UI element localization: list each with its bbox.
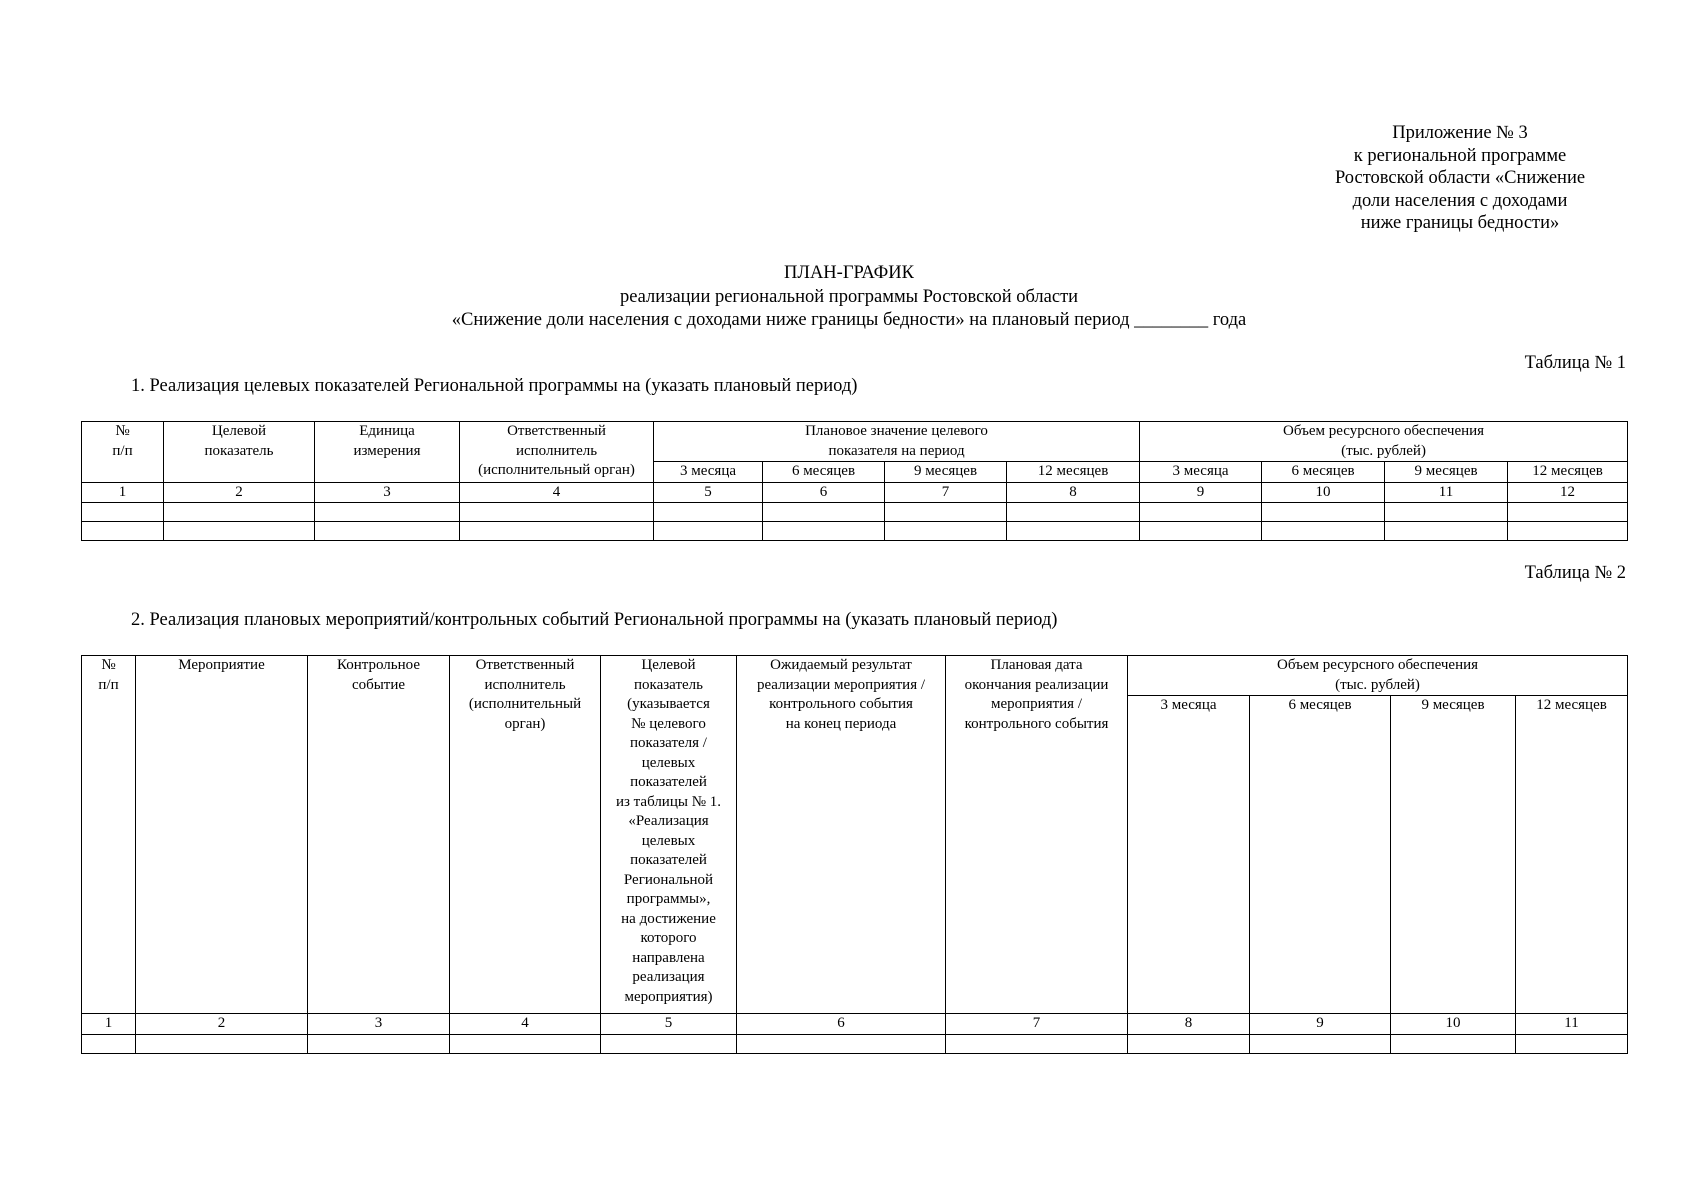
- header-text: программы»,: [626, 891, 711, 907]
- empty-cell[interactable]: [450, 1034, 601, 1053]
- header-event: [136, 656, 308, 1014]
- period-header: 12 месяцев: [1508, 462, 1628, 483]
- period-header: 3 месяца: [1128, 696, 1250, 1014]
- empty-cell[interactable]: [1140, 522, 1262, 541]
- empty-cell[interactable]: [654, 522, 763, 541]
- column-number: 1: [82, 482, 164, 503]
- header-text: на достижение: [621, 910, 716, 927]
- empty-cell[interactable]: [763, 522, 885, 541]
- header-resources: [1140, 422, 1628, 462]
- header-resources: [1128, 656, 1628, 696]
- period-header: 6 месяцев: [1250, 696, 1391, 1014]
- column-number: 8: [1007, 482, 1140, 503]
- header-text: Мероприятие: [178, 657, 265, 673]
- empty-cell[interactable]: [1385, 503, 1508, 522]
- header-unit: [315, 422, 460, 483]
- header-text: целевых: [641, 754, 696, 771]
- header-text: показателя /: [630, 735, 707, 751]
- empty-cell[interactable]: [654, 503, 763, 522]
- header-indicator: [164, 422, 315, 483]
- header-text: Ответственный: [475, 657, 575, 673]
- column-number: 9: [1250, 1014, 1391, 1035]
- header-text: целевых: [641, 832, 696, 849]
- header-plan-value: [654, 422, 1140, 462]
- header-text: мероприятия): [624, 988, 713, 1005]
- period-header: 3 месяца: [654, 462, 763, 483]
- header-control-event: [308, 656, 450, 1014]
- empty-cell[interactable]: [136, 1034, 308, 1053]
- header-text: из таблицы № 1.: [615, 793, 722, 810]
- column-number: 2: [164, 482, 315, 503]
- empty-cell[interactable]: [1508, 522, 1628, 541]
- header-text: показатель: [634, 676, 703, 693]
- empty-cell[interactable]: [1508, 503, 1628, 522]
- header-text: исполнитель: [515, 442, 598, 459]
- header-text: № целевого: [631, 715, 706, 732]
- header-text: измерения: [353, 442, 421, 459]
- header-executor: [460, 422, 654, 483]
- column-number: 8: [1128, 1014, 1250, 1035]
- empty-cell[interactable]: [164, 503, 315, 522]
- period-header: 6 месяцев: [1262, 462, 1385, 483]
- column-number: 7: [885, 482, 1007, 503]
- column-number: 4: [460, 482, 654, 503]
- column-number: 10: [1262, 482, 1385, 503]
- header-text: №: [115, 423, 130, 439]
- column-number: 5: [654, 482, 763, 503]
- header-text: (исполнительный: [468, 696, 582, 712]
- column-number: 3: [315, 482, 460, 503]
- column-number: 4: [450, 1014, 601, 1035]
- empty-cell[interactable]: [315, 522, 460, 541]
- empty-cell[interactable]: [737, 1034, 946, 1053]
- column-number: 11: [1385, 482, 1508, 503]
- appendix-line: Приложение № 3: [1392, 123, 1528, 143]
- period-header: 12 месяцев: [1007, 462, 1140, 483]
- header-text: на конец периода: [785, 715, 897, 732]
- column-number-row: [82, 482, 1628, 503]
- header-text: Объем ресурсного обеспечения: [1277, 657, 1479, 673]
- header-text: показателя на период: [828, 442, 965, 459]
- header-text: орган): [504, 715, 546, 732]
- empty-cell[interactable]: [1250, 1034, 1391, 1053]
- header-text: Региональной: [623, 871, 714, 888]
- header-text: (исполнительный орган): [478, 462, 635, 478]
- table1-heading: 1. Реализация целевых показателей Региональной программы на (указать плановый период): [131, 376, 858, 396]
- events-table: [81, 655, 1628, 1054]
- header-text: п/п: [112, 442, 133, 459]
- appendix-line: доли населения с доходами: [1352, 190, 1568, 211]
- header-text: мероприятия /: [990, 696, 1082, 712]
- empty-cell[interactable]: [885, 503, 1007, 522]
- header-text: окончания реализации: [964, 676, 1109, 693]
- column-number: 3: [308, 1014, 450, 1035]
- empty-cell[interactable]: [82, 503, 164, 522]
- header-text: п/п: [98, 676, 119, 693]
- empty-cell[interactable]: [1262, 503, 1385, 522]
- targets-table: [81, 421, 1628, 541]
- empty-cell[interactable]: [1007, 503, 1140, 522]
- appendix-note: [1290, 122, 1630, 235]
- column-number: 12: [1508, 482, 1628, 503]
- empty-cell[interactable]: [460, 503, 654, 522]
- appendix-line: к региональной программе: [1353, 145, 1567, 166]
- table1-label: Таблица № 1: [1524, 353, 1626, 373]
- appendix-line: Ростовской области «Снижение: [1334, 168, 1586, 188]
- header-text: №: [101, 657, 116, 673]
- title-line: ПЛАН-ГРАФИК: [784, 263, 914, 283]
- empty-cell[interactable]: [82, 1034, 136, 1053]
- appendix-line: ниже границы бедности»: [1360, 213, 1560, 233]
- empty-cell[interactable]: [308, 1034, 450, 1053]
- period-header: 6 месяцев: [763, 462, 885, 483]
- header-text: Целевой: [641, 657, 696, 673]
- column-number: 10: [1391, 1014, 1516, 1035]
- column-number: 5: [601, 1014, 737, 1035]
- column-number: 9: [1140, 482, 1262, 503]
- header-text: Плановая дата: [990, 657, 1083, 673]
- empty-cell[interactable]: [601, 1034, 737, 1053]
- column-number: 1: [82, 1014, 136, 1035]
- empty-cell[interactable]: [164, 522, 315, 541]
- header-text: контрольного события: [769, 696, 913, 712]
- empty-cell[interactable]: [460, 522, 654, 541]
- header-text: реализация: [632, 969, 705, 985]
- header-text: событие: [351, 676, 406, 693]
- empty-cell[interactable]: [1391, 1034, 1516, 1053]
- header-text: Единица: [359, 423, 415, 439]
- header-text: показатель: [204, 442, 274, 459]
- header-text: Ожидаемый результат: [770, 657, 912, 673]
- header-text: исполнитель: [484, 676, 566, 693]
- empty-cell[interactable]: [1007, 522, 1140, 541]
- header-text: Ответственный: [507, 423, 606, 439]
- empty-cell[interactable]: [1128, 1034, 1250, 1053]
- header-text: Плановое значение целевого: [805, 423, 988, 439]
- empty-cell[interactable]: [885, 522, 1007, 541]
- period-header: 9 месяцев: [1391, 696, 1516, 1014]
- title-line: реализации региональной программы Ростовской области: [619, 286, 1079, 307]
- header-indicator: [601, 656, 737, 1014]
- header-text: показателей: [630, 852, 707, 868]
- period-header: 9 месяцев: [1385, 462, 1508, 483]
- header-text: контрольного события: [964, 715, 1109, 732]
- table-row: [82, 503, 1628, 522]
- header-text: которого: [640, 930, 697, 946]
- column-number: 6: [737, 1014, 946, 1035]
- empty-cell[interactable]: [946, 1034, 1128, 1053]
- table2-heading: 2. Реализация плановых мероприятий/контрольных событий Региональной программы на (указать плановый период): [131, 610, 1058, 630]
- header-num: [82, 422, 164, 483]
- header-num: [82, 656, 136, 1014]
- empty-cell[interactable]: [763, 503, 885, 522]
- header-expected-result: [737, 656, 946, 1014]
- empty-cell[interactable]: [1140, 503, 1262, 522]
- column-number: 7: [946, 1014, 1128, 1035]
- title-line: «Снижение доли населения с доходами ниже границы бедности» на плановый период ________ года: [451, 310, 1247, 330]
- header-executor: [450, 656, 601, 1014]
- period-header: 12 месяцев: [1516, 696, 1628, 1014]
- header-text: Целевой: [211, 423, 267, 439]
- header-text: Контрольное: [336, 657, 421, 673]
- header-text: реализации мероприятия /: [756, 676, 926, 693]
- header-text: направлена: [632, 949, 705, 966]
- column-number: 2: [136, 1014, 308, 1035]
- column-number: 11: [1516, 1014, 1628, 1035]
- header-text: «Реализация: [628, 813, 709, 829]
- period-header: 9 месяцев: [885, 462, 1007, 483]
- header-text: (тыс. рублей): [1341, 442, 1426, 459]
- empty-cell[interactable]: [82, 522, 164, 541]
- empty-cell[interactable]: [1516, 1034, 1628, 1053]
- column-number-row: [82, 1014, 1628, 1035]
- header-planned-date: [946, 656, 1128, 1014]
- header-text: Объем ресурсного обеспечения: [1283, 423, 1485, 439]
- empty-cell[interactable]: [315, 503, 460, 522]
- empty-cell[interactable]: [1385, 522, 1508, 541]
- column-number: 6: [763, 482, 885, 503]
- document-title: [0, 262, 1698, 333]
- header-text: (указывается: [627, 696, 710, 712]
- empty-cell[interactable]: [1262, 522, 1385, 541]
- period-header: 3 месяца: [1140, 462, 1262, 483]
- table-row: [82, 1034, 1628, 1053]
- header-text: показателей: [630, 774, 707, 790]
- table-row: [82, 522, 1628, 541]
- table2-label: Таблица № 2: [1524, 563, 1626, 583]
- header-text: (тыс. рублей): [1335, 676, 1420, 693]
